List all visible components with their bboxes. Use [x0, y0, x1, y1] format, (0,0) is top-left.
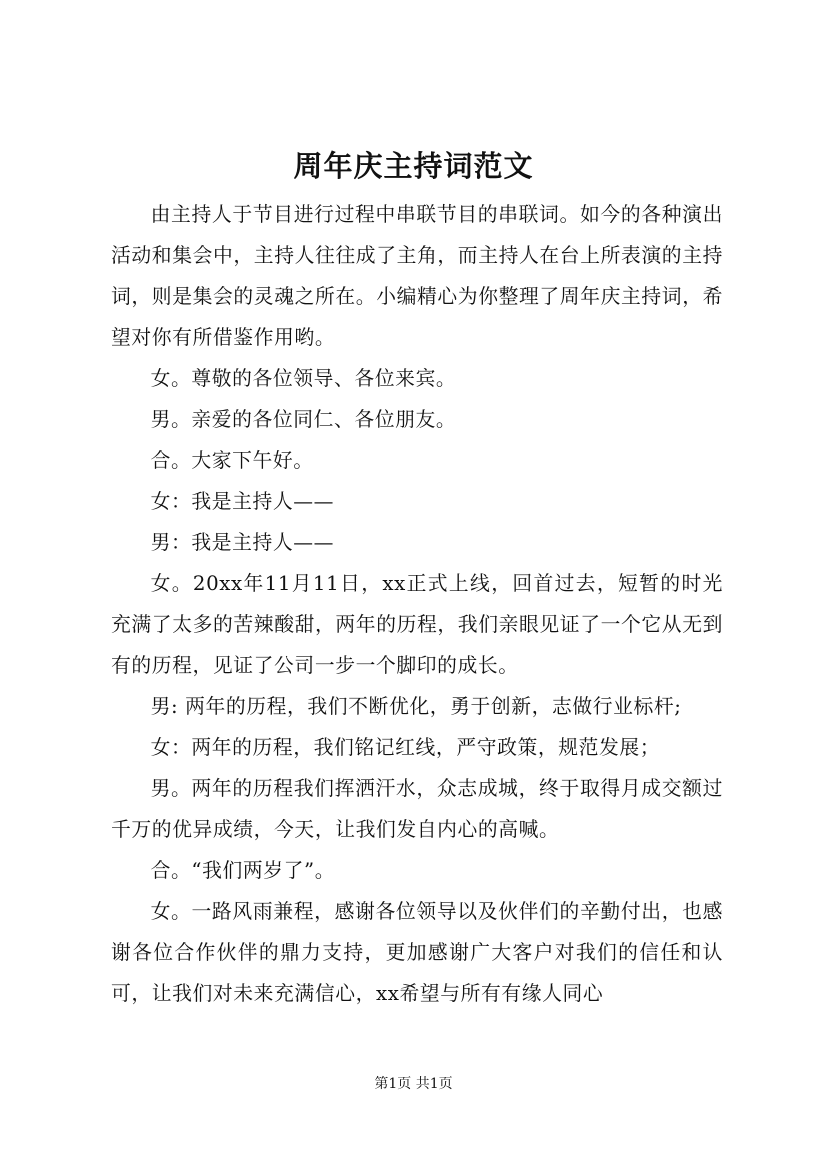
- paragraph: 男: 两年的历程，我们不断优化，勇于创新，志做行业标杆;: [150, 695, 682, 718]
- paragraph: 合。大家下午好。: [150, 449, 314, 472]
- paragraph: 男。两年的历程我们挥洒汗水，众志成城，终于取得月成交额过千万的优异成绩，今天，让我们发自内心的高喊。: [111, 777, 723, 841]
- paragraph: 女。20xx年11月11日，xx正式上线，回首过去，短暂的时光充满了太多的苦辣酸甜，两年的历程，我们亲眼见证了一个它从无到有的历程，见证了公司一步一个脚印的成长。: [111, 572, 723, 677]
- paragraph: 男：我是主持人——: [150, 531, 335, 554]
- paragraph: 女。一路风雨兼程，感谢各位领导以及伙伴们的辛勤付出，也感谢各位合作伙伴的鼎力支持，更加感谢广大客户对我们的信任和认可，让我们对未来充满信心，xx希望与所有有缘人同心: [111, 900, 723, 1005]
- paragraph: 女：我是主持人——: [150, 490, 335, 513]
- document-title: 周年庆主持词范文: [293, 149, 534, 183]
- paragraph: 女：两年的历程，我们铭记红线，严守政策，规范发展；: [150, 736, 661, 759]
- paragraph: 男。亲爱的各位同仁、各位朋友。: [150, 408, 457, 431]
- paragraph: 由主持人于节目进行过程中串联节目的串联词。如今的各种演出活动和集会中，主持人往往成了主角，而主持人在台上所表演的主持词，则是集会的灵魂之所在。小编精心为你整理了周年庆主持词，希望对你有所借鉴作用哟。: [111, 203, 723, 349]
- paragraph: 合。“我们两岁了”。: [150, 859, 336, 882]
- page-footer: 第1页 共1页: [374, 1076, 453, 1092]
- document-body: [111, 194, 723, 1014]
- paragraph: 女。尊敬的各位领导、各位来宾。: [150, 367, 457, 390]
